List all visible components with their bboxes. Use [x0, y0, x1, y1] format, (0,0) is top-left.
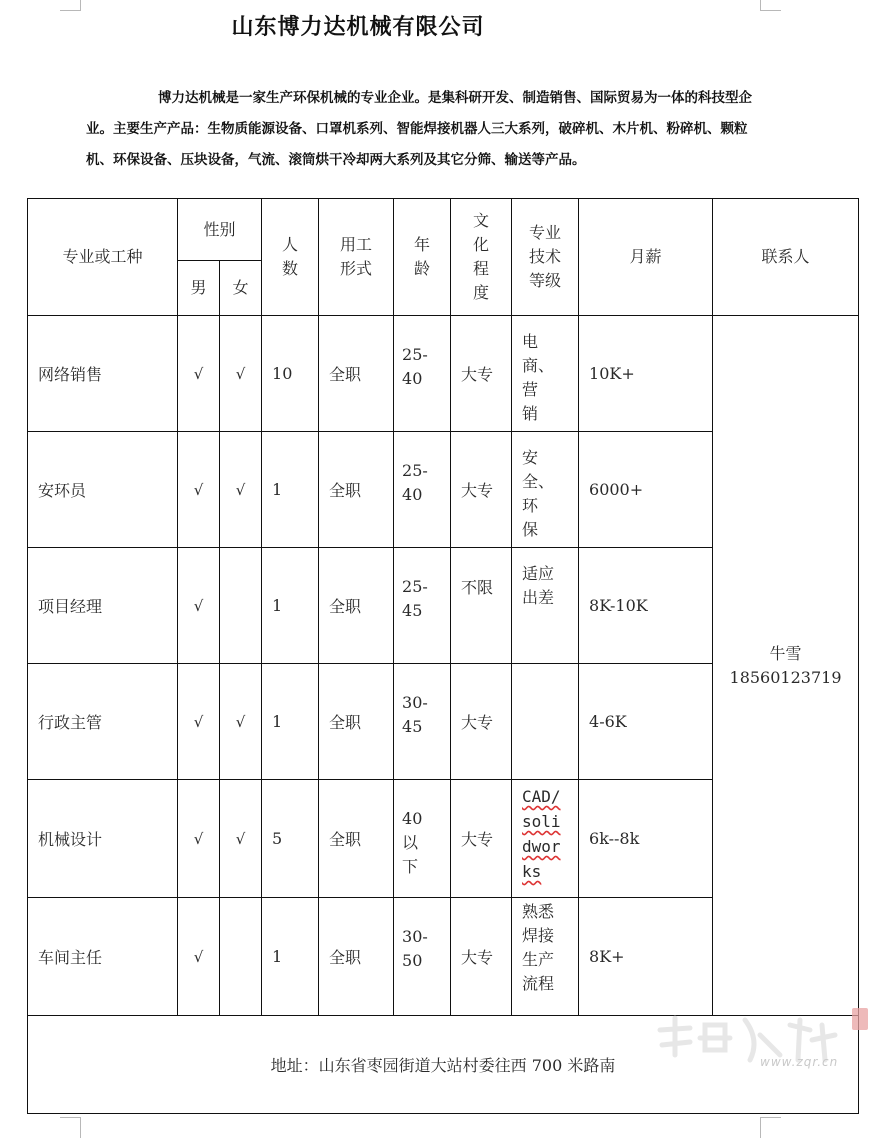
company-intro: 博力达机械是一家生产环保机械的专业企业。是集科研开发、制造销售、国际贸易为一体的科技型企业。主要生产产品：生物质能源设备、口罩机系列、智能焊接机器人三大系列，破碎机、木片机、粉碎机、颗粒机、环保设备、压块设备，气流、滚筒烘干冷却两大系列及其它分筛、输送等产品。 — [86, 90, 752, 168]
header-employment: 用工形式 — [319, 199, 394, 316]
cell-position: 行政主管 — [28, 664, 178, 780]
cell-employment: 全职 — [319, 780, 394, 898]
cell-position: 机械设计 — [28, 780, 178, 898]
header-salary: 月薪 — [579, 199, 713, 316]
page-corner-mark — [760, 0, 781, 11]
cell-education: 大专 — [451, 898, 512, 1016]
table-row — [28, 316, 859, 432]
cell-male: √ — [178, 432, 220, 548]
cell-position: 车间主任 — [28, 898, 178, 1016]
header-age: 年龄 — [394, 199, 451, 316]
cell-position: 项目经理 — [28, 548, 178, 664]
cell-education: 大专 — [451, 316, 512, 432]
header-count: 人数 — [262, 199, 319, 316]
cell-skill: 安全、环保 — [512, 432, 579, 548]
cell-skill: 熟悉焊接生产流程 — [512, 898, 579, 1016]
header-position: 专业或工种 — [28, 199, 178, 316]
job-table — [27, 198, 859, 1114]
cell-salary: 6k--8k — [579, 780, 713, 898]
cell-count: 1 — [262, 898, 319, 1016]
cell-education: 不限 — [451, 548, 512, 664]
cell-male: √ — [178, 548, 220, 664]
cell-skill: 电商、营销 — [512, 316, 579, 432]
cell-female: √ — [220, 432, 262, 548]
cell-female: √ — [220, 664, 262, 780]
cell-employment: 全职 — [319, 664, 394, 780]
cell-male: √ — [178, 664, 220, 780]
cell-count: 10 — [262, 316, 319, 432]
cell-female — [220, 898, 262, 1016]
cell-salary: 6000+ — [579, 432, 713, 548]
cell-count: 1 — [262, 548, 319, 664]
cell-salary: 10K+ — [579, 316, 713, 432]
contact-cell — [713, 316, 859, 1016]
cell-skill: 适应出差 — [512, 548, 579, 664]
header-male: 男 — [178, 261, 220, 316]
cell-age: 30-50 — [394, 898, 451, 1016]
watermark-text: www.zqr.cn — [760, 1055, 839, 1069]
cell-female: √ — [220, 780, 262, 898]
cell-education: 大专 — [451, 780, 512, 898]
page-corner-mark — [760, 1117, 781, 1138]
page-corner-mark — [60, 1117, 81, 1138]
cell-age: 30-45 — [394, 664, 451, 780]
cell-age: 40以下 — [394, 780, 451, 898]
header-education: 文化程度 — [451, 199, 512, 316]
seal-stamp — [852, 1008, 868, 1030]
header-contact: 联系人 — [713, 199, 859, 316]
header-gender: 性别 — [178, 199, 262, 261]
cell-employment: 全职 — [319, 316, 394, 432]
company-title: 山东博力达机械有限公司 — [231, 15, 485, 40]
cell-male: √ — [178, 898, 220, 1016]
address: 地址：山东省枣园街道大站村委往西 700 米路南 — [28, 1016, 859, 1114]
cell-male: √ — [178, 780, 220, 898]
cell-count: 5 — [262, 780, 319, 898]
cell-count: 1 — [262, 664, 319, 780]
contact-phone: 18560123719 — [729, 667, 842, 687]
cell-salary: 8K-10K — [579, 548, 713, 664]
cell-skill: CAD/solidworks — [512, 780, 579, 898]
header-female: 女 — [220, 261, 262, 316]
cell-position: 网络销售 — [28, 316, 178, 432]
cell-position: 安环员 — [28, 432, 178, 548]
cell-count: 1 — [262, 432, 319, 548]
cell-male: √ — [178, 316, 220, 432]
cell-employment: 全职 — [319, 432, 394, 548]
cell-female — [220, 548, 262, 664]
cell-age: 25-40 — [394, 316, 451, 432]
cell-employment: 全职 — [319, 548, 394, 664]
cell-salary: 8K+ — [579, 898, 713, 1016]
cell-employment: 全职 — [319, 898, 394, 1016]
contact-name: 牛雪 — [769, 643, 802, 663]
cell-female: √ — [220, 316, 262, 432]
cell-age: 25-40 — [394, 432, 451, 548]
cell-education: 大专 — [451, 432, 512, 548]
header-skill: 专业技术等级 — [512, 199, 579, 316]
cell-age: 25-45 — [394, 548, 451, 664]
cell-education: 大专 — [451, 664, 512, 780]
cell-skill — [512, 664, 579, 780]
cell-salary: 4-6K — [579, 664, 713, 780]
